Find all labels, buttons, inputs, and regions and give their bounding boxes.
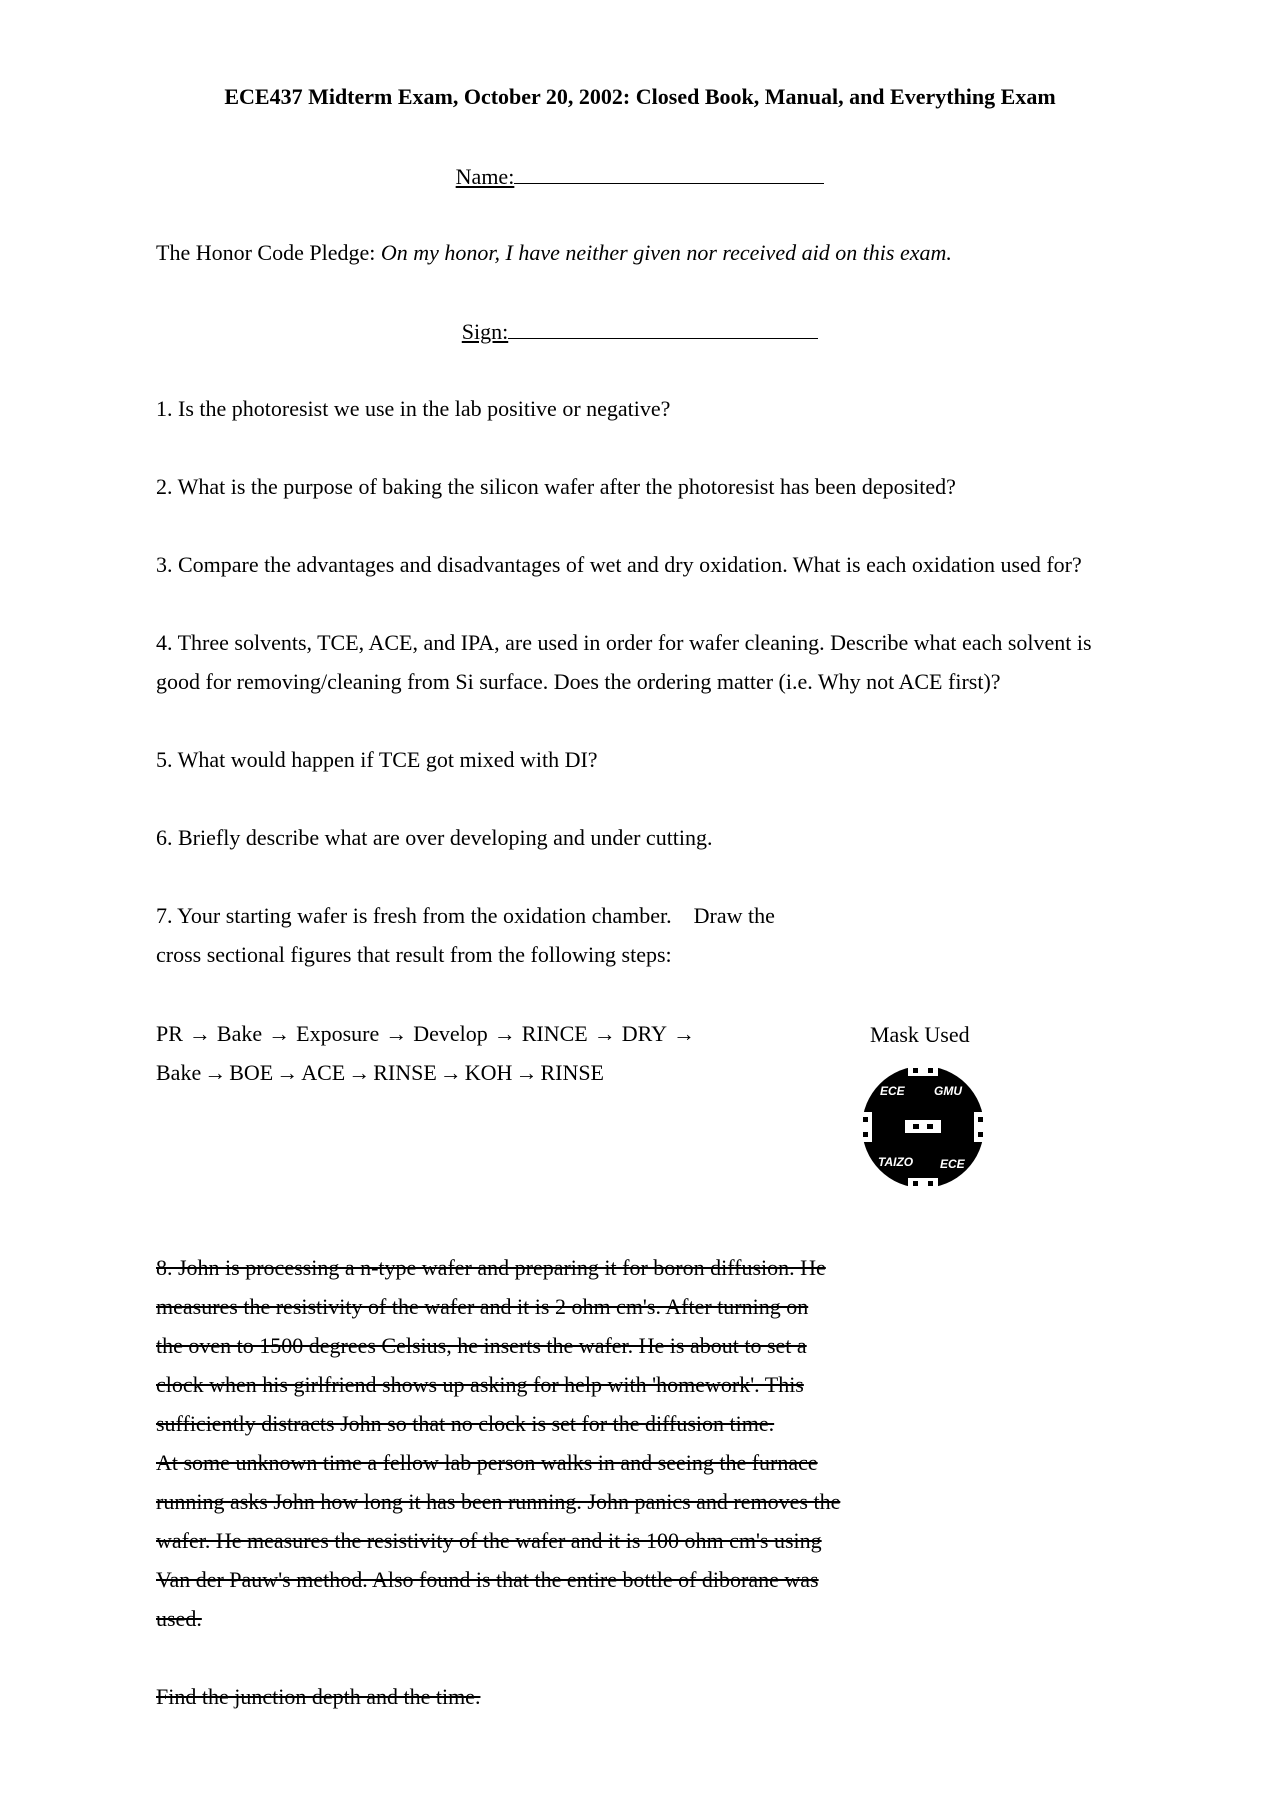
arrow-icon: →: [268, 1021, 291, 1046]
mask-text-ece-top: ECE: [880, 1084, 905, 1098]
question-8-line: At some unknown time a fellow lab person walks in and seeing the furnace: [156, 1450, 818, 1475]
question-8-line: the oven to 1500 degrees Celsius, he inserts the wafer. He is about to set a: [156, 1333, 807, 1358]
alignment-dot: [978, 1117, 983, 1122]
question-7-line-2: cross sectional figures that result from the following steps:: [156, 942, 672, 967]
step: Exposure: [296, 1021, 380, 1046]
arrow-icon: →: [515, 1060, 538, 1085]
step: DRY: [621, 1021, 667, 1046]
sign-field: [0, 318, 1280, 345]
step: Develop: [413, 1021, 488, 1046]
step: PR: [156, 1021, 183, 1046]
question-8-line: running asks John how long it has been running. John panics and removes the: [156, 1489, 841, 1514]
arrow-icon: →: [673, 1021, 695, 1046]
question-3: 3. Compare the advantages and disadvantages of wet and dry oxidation. What is each oxidation used for?: [156, 552, 1082, 577]
question-8-find: Find the junction depth and the time.: [156, 1684, 481, 1709]
mask-text-gmu: GMU: [934, 1084, 962, 1098]
exam-title: ECE437 Midterm Exam, October 20, 2002: Closed Book, Manual, and Everything Exam: [224, 84, 1056, 109]
step: BOE: [229, 1060, 274, 1085]
question-8-line: Van der Pauw's method. Also found is that the entire bottle of diborane was: [156, 1567, 819, 1592]
arrow-icon: →: [493, 1021, 516, 1046]
mask-label: Mask Used: [870, 1022, 970, 1047]
alignment-dot: [928, 1068, 933, 1073]
question-8-line: used.: [156, 1606, 202, 1631]
name-field: [0, 163, 1280, 190]
question-5: 5. What would happen if TCE got mixed with DI?: [156, 747, 598, 772]
honor-pledge: [156, 240, 952, 266]
alignment-mark-bottom: [908, 1178, 938, 1190]
question-8-line: 8. John is processing a n-type wafer and preparing it for boron diffusion. He: [156, 1255, 826, 1280]
step: RINSE: [373, 1060, 437, 1085]
arrow-icon: →: [593, 1021, 616, 1046]
question-6: 6. Briefly describe what are over developing and under cutting.: [156, 825, 713, 850]
process-row-2: [156, 1060, 604, 1086]
process-row-1: [156, 1021, 701, 1047]
arrow-icon: →: [188, 1021, 211, 1046]
question-2: 2. What is the purpose of baking the silicon wafer after the photoresist has been deposited?: [156, 474, 956, 499]
step: RINSE: [540, 1060, 604, 1085]
mask-diagram: [858, 1062, 988, 1192]
alignment-mark-left: [860, 1112, 872, 1142]
question-8-line: clock when his girlfriend shows up asking for help with 'homework'. This: [156, 1372, 804, 1397]
center-window: [905, 1120, 941, 1133]
sign-label: Sign:: [461, 319, 509, 344]
step: RINCE: [521, 1021, 588, 1046]
question-8-line: wafer. He measures the resistivity of the wafer and it is 100 ohm cm's using: [156, 1528, 822, 1553]
question-1: 1. Is the photoresist we use in the lab positive or negative?: [156, 396, 671, 421]
alignment-dot: [863, 1132, 868, 1137]
step: Bake: [216, 1021, 263, 1046]
arrow-icon: →: [204, 1060, 227, 1085]
alignment-dot: [978, 1132, 983, 1137]
sign-blank: [508, 318, 818, 339]
question-4-line-1: 4. Three solvents, TCE, ACE, and IPA, are used in order for wafer cleaning. Describe what each solvent is: [156, 630, 1092, 655]
alignment-mark-right: [974, 1112, 986, 1142]
mask-text-ece-bottom: ECE: [940, 1157, 965, 1171]
step: ACE: [301, 1060, 346, 1085]
question-4-line-2: good for removing/cleaning from Si surface. Does the ordering matter (i.e. Why not ACE first)?: [156, 669, 1001, 694]
pledge-text: On my honor, I have neither given nor received aid on this exam.: [380, 240, 952, 265]
question-8-line: measures the resistivity of the wafer and it is 2 ohm cm's. After turning on: [156, 1294, 809, 1319]
step: KOH: [464, 1060, 513, 1085]
name-blank: [514, 163, 824, 184]
center-dot: [927, 1124, 933, 1129]
alignment-dot: [913, 1181, 918, 1186]
arrow-icon: →: [439, 1060, 462, 1085]
question-8-line: sufficiently distracts John so that no clock is set for the diffusion time.: [156, 1411, 775, 1436]
alignment-mark-top: [908, 1064, 938, 1076]
name-label: Name:: [455, 164, 515, 189]
alignment-dot: [863, 1117, 868, 1122]
question-7-line-1: 7. Your starting wafer is fresh from the oxidation chamber. Draw the: [156, 903, 775, 928]
center-dot: [913, 1124, 919, 1129]
mask-text-taizo: TAIZO: [878, 1155, 914, 1169]
step: Bake: [156, 1060, 202, 1085]
pledge-prefix: The Honor Code Pledge:: [156, 240, 381, 265]
alignment-dot: [928, 1181, 933, 1186]
arrow-icon: →: [348, 1060, 371, 1085]
alignment-dot: [913, 1068, 918, 1073]
arrow-icon: →: [385, 1021, 408, 1046]
arrow-icon: →: [276, 1060, 299, 1085]
